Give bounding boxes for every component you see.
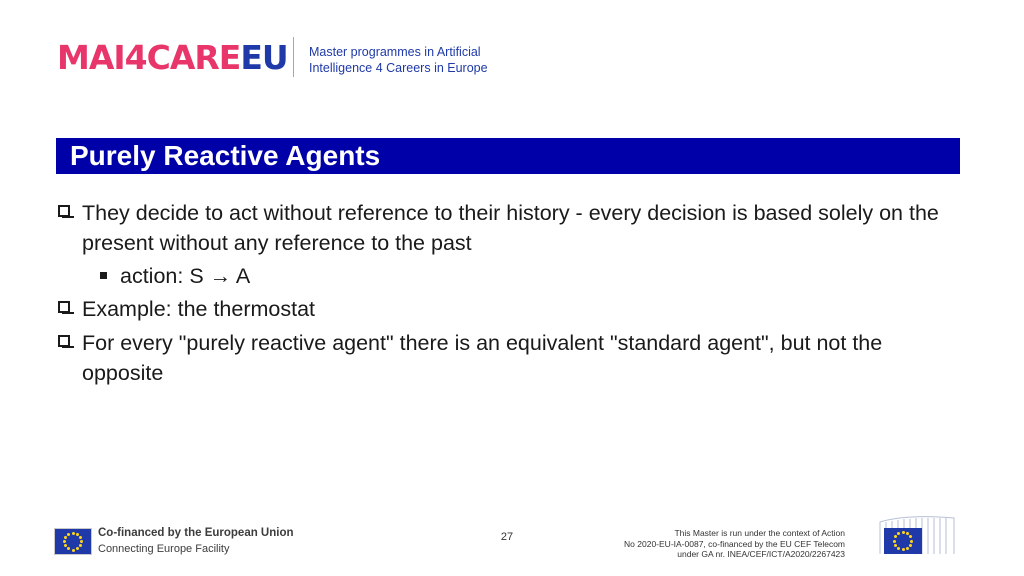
header-tagline bbox=[309, 44, 488, 76]
hollow-square-bullet-icon bbox=[58, 301, 70, 313]
tagline-line-1: Master programmes in Artificial bbox=[309, 45, 481, 59]
eu-star bbox=[72, 549, 75, 552]
eu-star bbox=[909, 535, 912, 538]
eu-star bbox=[897, 532, 900, 535]
tagline-line-2: Intelligence 4 Careers in Europe bbox=[309, 61, 488, 75]
hollow-square-bullet-icon bbox=[58, 335, 70, 347]
bullet-item-1 bbox=[56, 198, 966, 258]
bullet-text-2: Example: the thermostat bbox=[82, 297, 316, 321]
logo-part-care: CARE bbox=[146, 37, 241, 77]
eu-star bbox=[72, 532, 75, 535]
hollow-square-bullet-icon bbox=[58, 205, 70, 217]
eu-star bbox=[76, 547, 79, 550]
action-line-1: This Master is run under the context of Action bbox=[674, 528, 845, 538]
slide-title: Purely Reactive Agents bbox=[70, 140, 381, 171]
sub-bullet-item-1 bbox=[56, 261, 966, 291]
eu-star bbox=[64, 536, 67, 539]
bullet-text-1: They decide to act without reference to their history - every decision is based solely on the present without any reference to the past bbox=[82, 201, 939, 255]
facility-label: Connecting Europe Facility bbox=[98, 543, 230, 555]
title-bar bbox=[56, 138, 960, 174]
eu-star bbox=[906, 547, 909, 550]
european-commission-logo-icon bbox=[866, 512, 958, 556]
logo-part-4: 4 bbox=[124, 37, 147, 77]
eu-star bbox=[67, 533, 70, 536]
commission-eu-flag-icon bbox=[884, 528, 922, 554]
header-divider bbox=[293, 37, 294, 77]
action-line-2: No 2020-EU-IA-0087, co-financed by the EU CEF Telecom bbox=[624, 538, 845, 549]
eu-star bbox=[909, 544, 912, 547]
eu-flag-icon bbox=[54, 528, 92, 555]
eu-star bbox=[76, 533, 79, 536]
slide-content bbox=[56, 198, 966, 388]
bullet-item-2 bbox=[56, 294, 966, 324]
eu-star bbox=[894, 535, 897, 538]
eu-star bbox=[79, 536, 82, 539]
eu-star bbox=[902, 531, 905, 534]
logo-part-eu: EU bbox=[240, 37, 288, 77]
eu-star bbox=[67, 547, 70, 550]
eu-star bbox=[902, 548, 905, 551]
mai4careeu-logo bbox=[57, 37, 288, 77]
eu-star bbox=[80, 540, 83, 543]
bullet-item-3 bbox=[56, 328, 966, 388]
eu-star bbox=[897, 547, 900, 550]
cofinanced-label: Co-financed by the European Union bbox=[98, 527, 294, 539]
action-notice bbox=[600, 528, 845, 560]
eu-star bbox=[79, 544, 82, 547]
eu-star bbox=[910, 540, 913, 543]
page-number: 27 bbox=[500, 531, 514, 543]
sub-bullet-text-1: action: S → A bbox=[120, 264, 251, 288]
eu-star bbox=[894, 544, 897, 547]
filled-square-bullet-icon bbox=[100, 272, 107, 279]
eu-star bbox=[63, 540, 66, 543]
logo-part-mai: MAI bbox=[57, 37, 125, 77]
eu-star bbox=[893, 540, 896, 543]
bullet-text-3: For every "purely reactive agent" there is an equivalent "standard agent", but not the opposite bbox=[82, 331, 883, 385]
action-line-3: under GA nr. INEA/CEF/ICT/A2020/2267423 bbox=[677, 549, 845, 559]
eu-star bbox=[906, 532, 909, 535]
